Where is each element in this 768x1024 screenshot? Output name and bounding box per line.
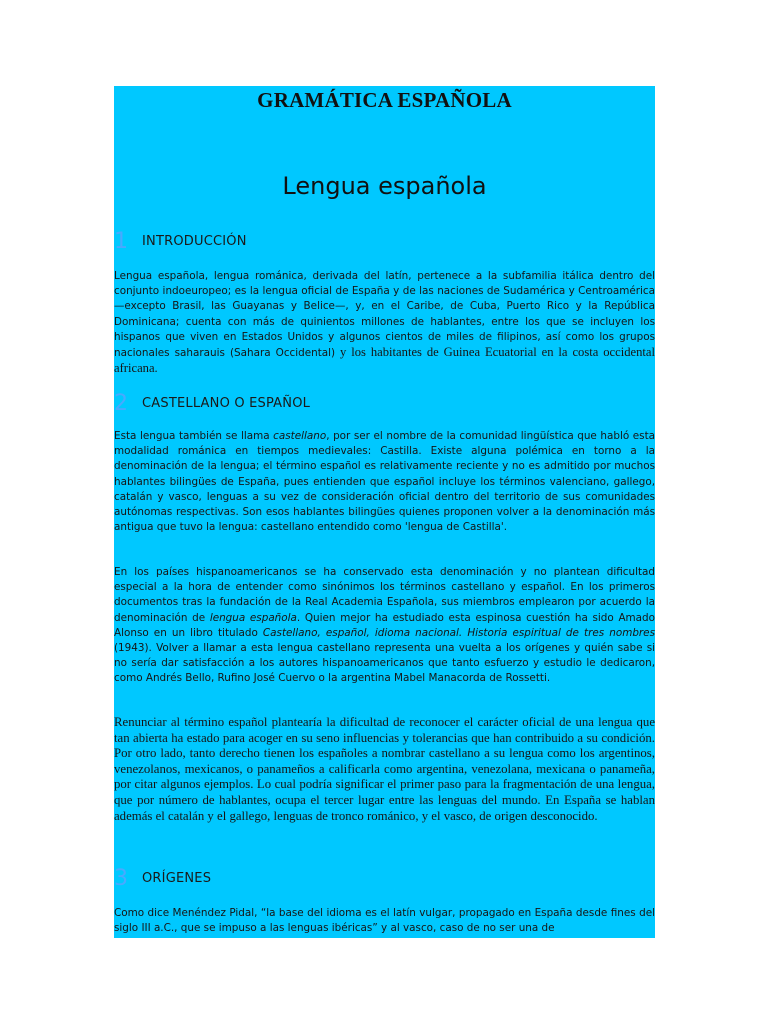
section-number: 3: [114, 865, 128, 891]
text-run: En los países hispanoamericanos se ha conservado esta denominación y no plantean dificultad especial a la hora de entender como sinónimos los términos castellano y español. En los primeros documentos tras la fundación de la Real Academia Española, sus miembros emplearon por acuerdo la denominación de: [114, 566, 655, 624]
section-number: 1: [114, 228, 128, 254]
origenes-paragraph-1: Como dice Menéndez Pidal, “la base del idioma es el latín vulgar, propagado en España desde fines del siglo III a.C., que se impuso a las lenguas ibéricas” y al vasco, caso de no ser una de: [114, 907, 655, 935]
section-label: CASTELLANO O ESPAÑOL: [142, 395, 311, 411]
section-heading-introduccion: [114, 229, 655, 253]
text-run: , por ser el nombre de la comunidad lingüística que habló esta modalidad románica en tiempos medievales: Castilla. Existe alguna polémica en torno a la denominación de la lengua; el término español es relativamente reciente y no es admitido por muchos hablantes bilingües de España, pues entienden que español incluye los términos valenciano, gallego, catalán y vasco, lenguas a su vez de consideración oficial dentro del territorio de sus comunidades autónomas respectivas. Son esos hablantes bilingües quienes proponen volver a la denominación más antigua que tuvo la lengua: castellano entendido como 'lengua de Castilla'.: [114, 430, 655, 534]
section-heading-castellano: [114, 391, 655, 415]
text-run: Esta lengua también se llama: [114, 430, 274, 442]
document-page: [114, 86, 655, 938]
text-run-italic: Castellano, español, idioma nacional. Historia espiritual de tres nombres: [262, 626, 655, 639]
document-title: GRAMÁTICA ESPAÑOLA: [257, 88, 512, 112]
section-label: ORÍGENES: [142, 870, 212, 886]
castellano-paragraph-1: [114, 429, 655, 535]
text-run-italic: castellano: [273, 430, 327, 442]
intro-paragraph: [114, 269, 655, 377]
castellano-paragraph-2: [114, 565, 655, 687]
intro-tail-text: y los habitantes de Guinea Ecuatorial en la costa occidental africana.: [114, 345, 655, 376]
section-heading-origenes: [114, 866, 655, 890]
text-run: . Quien mejor ha estudiado esta espinosa cuestión ha sido Amado Alonso en un libro titulado: [114, 611, 655, 639]
intro-text: Lengua española, lengua románica, derivada del latín, pertenece a la subfamilia itálica dentro del conjunto indoeuropeo; es la lengua oficial de España y de las naciones de Sudamérica y Centroamérica —excepto Brasil, las Guayanas y Belice—, y, en el Caribe, de Cuba, Puerto Rico y la República Dominicana; cuenta con más de quinientos millones de hablantes, entre los que se incluyen los hispanos que viven en Estados Unidos y algunos cientos de miles de filipinos, así como los grupos nacionales saharauis (Sahara Occidental): [114, 270, 655, 360]
section-number: 2: [114, 390, 128, 416]
text-run: (1943). Volver a llamar a esta lengua castellano representa una vuelta a los orígenes y quién sabe si no sería dar satisfacción a los autores hispanoamericanos que tanto esfuerzo y estudio le dedicaron, como Andrés Bello, Rufino José Cuervo o la argentina Mabel Manacorda de Rossetti.: [114, 642, 655, 685]
text-run-italic: lengua española: [209, 611, 297, 624]
document-subtitle: Lengua española: [282, 172, 487, 200]
section-label: INTRODUCCIÓN: [142, 233, 247, 249]
castellano-paragraph-3: Renunciar al término español plantearía la dificultad de reconocer el carácter oficial de una lengua que tan abierta ha estado para acoger en su seno influencias y tolerancias que han contribuido a su condición. Por otro lado, tanto derecho tienen los españoles a nombrar castellano a su lengua como los argentinos, venezolanos, mexicanos, o panameños a calificarla como argentina, venezolana, mexicana o panameña, por citar algunos ejemplos. Lo cual podría significar el primer paso para la fragmentación de una lengua, que por número de hablantes, ocupa el tercer lugar entre las lenguas del mundo. En España se hablan además el catalán y el gallego, lenguas de tronco románico, y el vasco, de origen desconocido.: [114, 715, 655, 823]
